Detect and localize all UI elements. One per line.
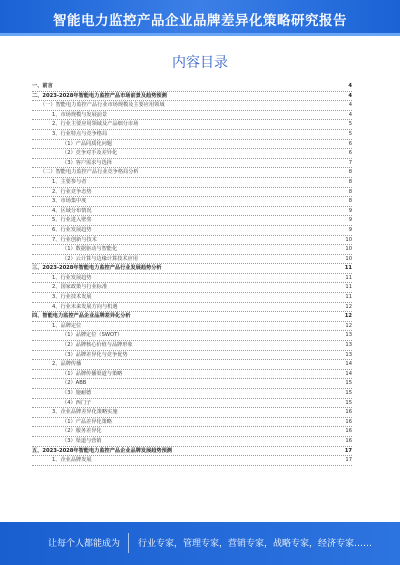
toc-entry[interactable] [32, 120, 352, 130]
toc-entry-title: 5、行业进入壁垒 [52, 217, 92, 224]
toc-entry[interactable] [32, 101, 352, 111]
toc-entry[interactable] [32, 379, 352, 389]
toc-entry-page: 8 [348, 169, 352, 176]
toc-entry-page: 16 [345, 437, 352, 444]
toc-entry[interactable] [32, 140, 352, 150]
toc-entry-page: 4 [348, 83, 352, 89]
toc-entry-page: 16 [345, 428, 352, 435]
toc-entry[interactable] [32, 456, 352, 466]
toc-entry[interactable] [32, 408, 352, 418]
toc-entry-page: 12 [345, 303, 352, 310]
toc-entry-page: 13 [345, 332, 352, 339]
toc-entry-page: 11 [345, 284, 352, 291]
toc-entry-title: 1、行业发展趋势 [52, 274, 92, 281]
toc-entry-page: 8 [348, 188, 352, 195]
toc-entry-page: 13 [345, 351, 352, 358]
toc-entry-title: 3、行业特点与竞争格局 [52, 130, 108, 137]
toc-entry-page: 4 [348, 111, 352, 118]
toc-entry[interactable] [32, 360, 352, 370]
toc-entry[interactable] [32, 370, 352, 380]
toc-entry-page: 10 [345, 236, 352, 243]
toc-entry-title: 4、行业未来发展方向与机遇 [52, 303, 118, 310]
toc-entry-page: 11 [344, 265, 352, 272]
page-header [0, 0, 400, 36]
toc-entry-title: （3）品牌差异化与竞争优势 [62, 351, 128, 358]
toc-entry[interactable] [32, 130, 352, 140]
toc-entry-page: 9 [348, 217, 352, 224]
toc-entry-title: 五、2023-2028年智能电力监控产品企业品牌发展趋势预测 [32, 447, 172, 454]
toc-entry-title: 1、市场规模与发展前景 [52, 111, 108, 118]
toc-entry-page: 12 [345, 322, 352, 329]
toc-entry-title: （2）服务差异化 [62, 428, 102, 435]
toc-entry-page: 11 [345, 274, 352, 281]
toc-entry-title: （1）品牌定位（SWOT） [62, 332, 123, 339]
toc-entry-page: 10 [345, 246, 352, 253]
toc-entry-title: （2）云计算与边缘计算技术应用 [62, 255, 138, 262]
footer-tagline: 行业专家，管理专家，营销专家，战略专家，经济专家…… [138, 539, 373, 549]
toc-entry-title: 1、企业品牌发展 [52, 457, 92, 464]
toc-entry[interactable] [32, 159, 352, 169]
toc-entry-title: 三、2023-2028年智能电力监控产品行业发展趋势分析 [32, 265, 162, 272]
toc-entry[interactable] [32, 149, 352, 159]
toc-entry-title: 2、国家政策与行业标准 [52, 284, 108, 291]
toc-entry[interactable] [32, 351, 352, 361]
toc-entry[interactable] [32, 245, 352, 255]
toc-entry[interactable] [32, 92, 352, 102]
toc-entry-page: 10 [345, 255, 352, 262]
toc-entry-page: 6 [348, 150, 352, 157]
toc-entry[interactable] [32, 283, 352, 293]
toc-entry[interactable] [32, 264, 352, 274]
toc-entry-page: 4 [348, 92, 352, 99]
toc-entry[interactable] [32, 447, 352, 457]
toc-entry[interactable] [32, 168, 352, 178]
toc-entry[interactable] [32, 82, 352, 92]
toc-entry-title: （一）智能电力监控产品行业市场规模及主要应用领域 [40, 102, 165, 109]
report-title: 智能电力监控产品企业品牌差异化策略研究报告 [53, 13, 347, 29]
toc-entry[interactable] [32, 188, 352, 198]
toc-entry-page: 5 [348, 130, 352, 137]
toc-entry-page: 9 [348, 207, 352, 214]
toc-entry-title: （1）产品同质化问题 [62, 140, 112, 147]
toc-entry-title: （2）竞争对手及差异化 [62, 150, 118, 157]
toc-entry-page: 16 [345, 409, 352, 416]
toc-entry-page: 5 [348, 121, 352, 128]
toc-entry-title: 2、行业竞争态势 [52, 188, 92, 195]
toc-entry[interactable] [32, 216, 352, 226]
toc-entry-title: （1）产品差异化策略 [62, 418, 112, 425]
toc-entry-page: 7 [348, 159, 352, 166]
footer-slogan: 让每个人都能成为 [48, 539, 121, 549]
toc-entry-page: 6 [348, 140, 352, 147]
toc-entry-title: （2）ABB [62, 380, 87, 387]
toc-entry[interactable] [32, 341, 352, 351]
toc-entry-title: 2、品牌传播 [52, 361, 82, 368]
toc-entry-title: 3、市场集中度 [52, 198, 87, 205]
toc-entry-page: 8 [348, 198, 352, 205]
toc-entry-title: 6、行业发展趋势 [52, 226, 92, 233]
toc-entry[interactable] [32, 427, 352, 437]
toc-entry[interactable] [32, 322, 352, 332]
toc-entry[interactable] [32, 331, 352, 341]
toc-entry[interactable] [32, 418, 352, 428]
toc-entry[interactable] [32, 293, 352, 303]
toc-entry[interactable] [32, 197, 352, 207]
toc-entry[interactable] [32, 274, 352, 284]
toc-entry-title: 1、品牌定位 [52, 322, 82, 329]
toc-entry-page: 15 [345, 399, 352, 406]
toc-entry-title: （4）西门子 [62, 399, 92, 406]
toc-entry-page: 15 [345, 380, 352, 387]
toc-entry-page: 9 [348, 226, 352, 233]
toc-entry-page: 17 [344, 447, 352, 454]
toc-entry-title: 2、行业主要应用领域及产品细分市场 [52, 121, 139, 128]
toc-entry-page: 13 [345, 342, 352, 349]
toc-entry-title: 7、行业创新与技术 [52, 236, 97, 243]
footer-divider [128, 533, 129, 553]
toc-entry-page: 11 [345, 294, 352, 301]
toc-entry-title: （2）品牌核心价值与品牌形象 [62, 342, 133, 349]
toc-entry-title: 四、智能电力监控产品企业品牌差异化分析 [32, 313, 131, 320]
toc-entry[interactable] [32, 226, 352, 236]
toc-entry[interactable] [32, 111, 352, 121]
toc-entry-page: 12 [344, 313, 352, 320]
table-of-contents [32, 82, 352, 466]
toc-entry-title: 二、2023-2028年智能电力监控产品市场前景及趋势预测 [32, 92, 167, 99]
toc-entry-page: 14 [345, 361, 352, 368]
toc-entry-page: 4 [348, 102, 352, 109]
toc-entry[interactable] [32, 236, 352, 246]
toc-entry[interactable] [32, 255, 352, 265]
toc-entry[interactable] [32, 178, 352, 188]
toc-entry-page: 16 [345, 418, 352, 425]
toc-entry-title: 一、前言 [32, 83, 53, 89]
toc-entry-title: （3）施耐德 [62, 390, 92, 396]
toc-entry-page: 17 [345, 457, 352, 464]
toc-entry-title: 1、主要参与者 [52, 178, 87, 185]
toc-entry[interactable] [32, 312, 352, 322]
toc-entry[interactable] [32, 207, 352, 217]
toc-heading: 内容目录 [172, 55, 228, 71]
toc-entry-title: （二）智能电力监控产品行业竞争格局分析 [40, 169, 139, 176]
toc-entry-title: （1）品牌传播渠道与策略 [62, 370, 123, 377]
toc-entry-page: 15 [345, 390, 352, 396]
toc-entry[interactable] [32, 437, 352, 447]
toc-entry[interactable] [32, 303, 352, 313]
toc-entry-page: 14 [345, 370, 352, 377]
toc-entry-title: 3、企业品牌差异化策略实施 [52, 409, 118, 416]
toc-entry-title: （3）客户需求与选择 [62, 159, 112, 166]
toc-entry[interactable] [32, 399, 352, 409]
toc-entry-title: （1）数据驱动与智能化 [62, 246, 118, 253]
page-footer [0, 522, 400, 565]
toc-entry[interactable] [32, 389, 352, 399]
toc-entry-title: （3）渠道与营销 [62, 437, 102, 444]
toc-entry-title: 3、行业技术发展 [52, 294, 92, 301]
toc-entry-page: 8 [348, 178, 352, 185]
toc-entry-title: 4、区域分布情况 [52, 207, 92, 214]
